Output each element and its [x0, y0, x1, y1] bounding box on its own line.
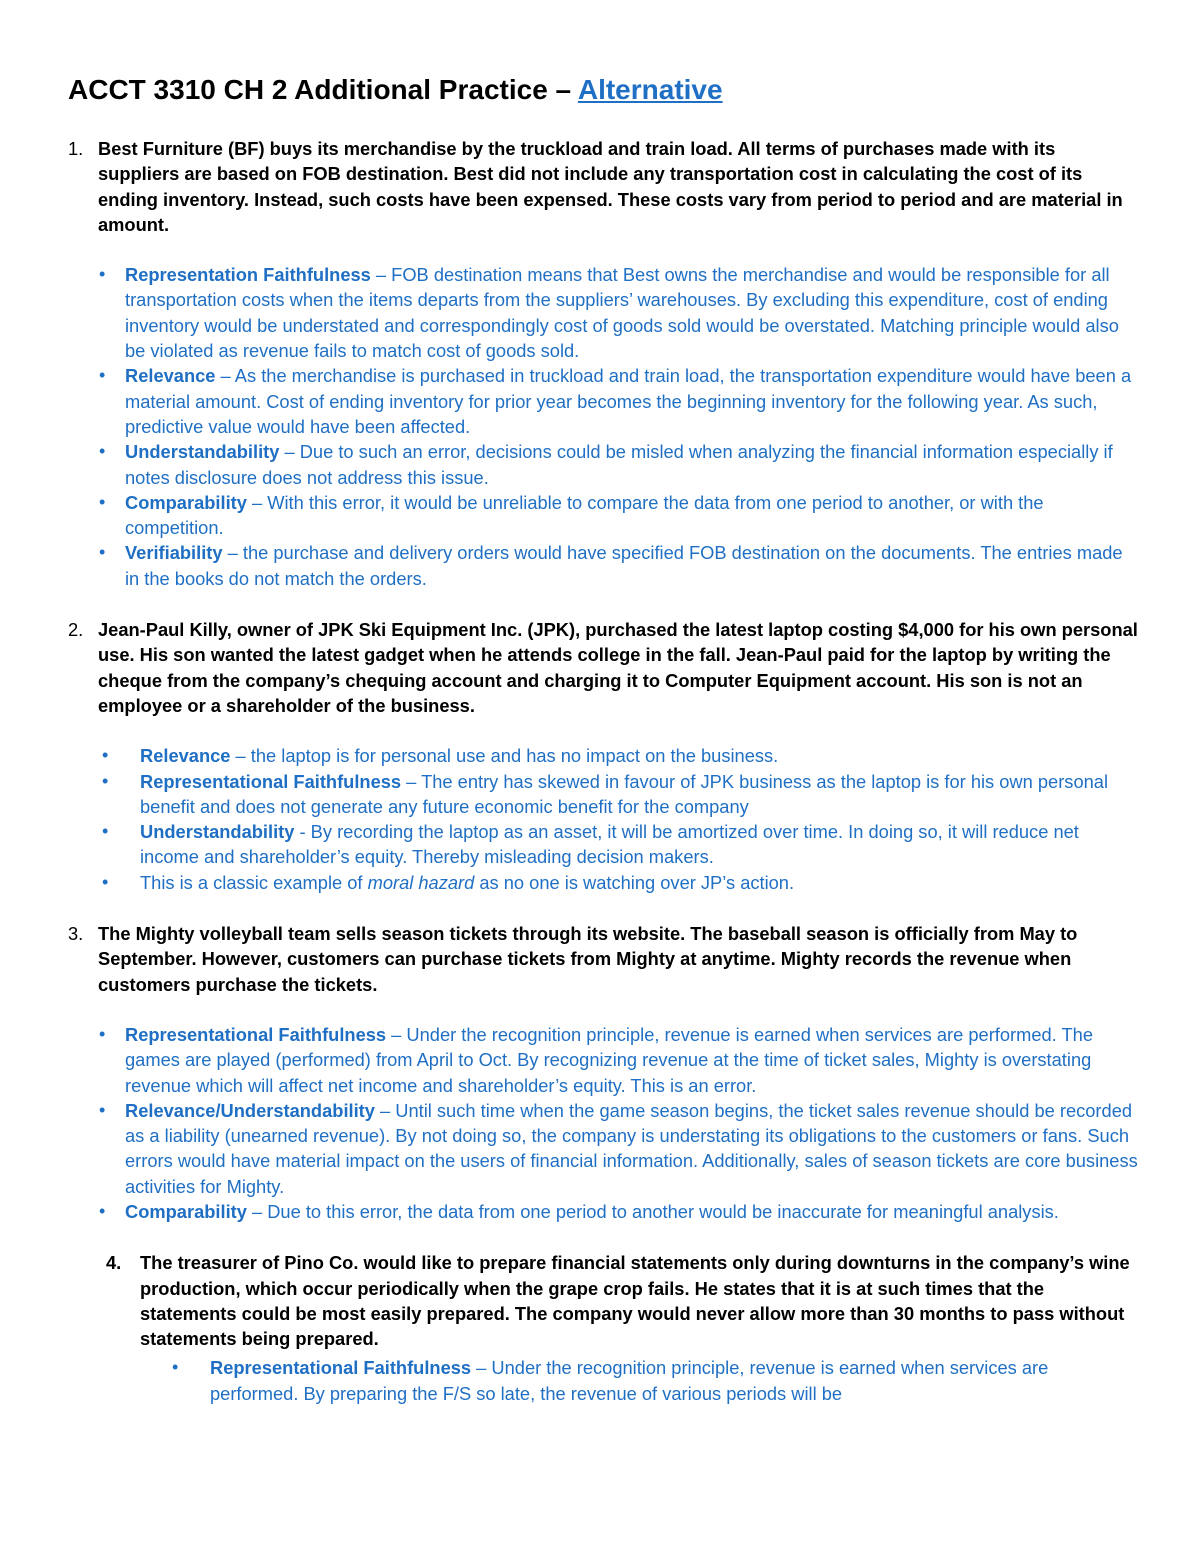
answer-separator: –	[246, 1200, 268, 1222]
answer-text: With this error, it would be unreliable to compare the data from one period to another, or with the competition.	[125, 491, 1044, 539]
moral-hazard-term: moral hazard	[367, 871, 475, 893]
answer-separator: –	[222, 542, 243, 564]
answer-text: the laptop is for personal use and has no impact on the business.	[250, 745, 779, 767]
question-text: Best Furniture (BF) buys its merchandise by the truckload and train load. All terms of purchases made with its suppliers are based on FOB destination. Best did not include any transportation cost in calculating the cost of its ending inventory. Instead, such costs have been expensed. These costs vary from period to period and are material in amount.	[98, 138, 1123, 235]
answer-term: Understandability	[140, 821, 295, 843]
answer-text: As the merchandise is purchased in truckload and train load, the transportation expenditure would have been a material amount. Cost of ending inventory for prior year becomes the beginning inventory for the following year. As such, predictive value would have been affected.	[125, 365, 1132, 437]
answer-item	[68, 363, 1138, 439]
question-3	[68, 921, 1138, 997]
answer-item	[68, 262, 1138, 363]
answer-item	[68, 439, 1138, 490]
answer-text: This is a classic example of	[140, 871, 368, 893]
answer-separator: –	[279, 441, 300, 463]
question-1	[68, 136, 1138, 237]
question-2	[68, 617, 1138, 718]
answer-term: Comparability	[125, 1200, 247, 1222]
answer-text: FOB destination means that Best owns the merchandise and would be responsible for all transportation costs when the items departs from the suppliers’ warehouses. By excluding this expenditure, cost of ending inventory would be understated and correspondingly cost of goods sold would be overstated. Matching principle would also be violated as revenue fails to match cost of goods sold.	[125, 264, 1119, 362]
question-number: 1.	[68, 138, 84, 159]
answer-text: Due to such an error, decisions could be misled when analyzing the financial information especially if notes disclosure does not address this issue.	[125, 441, 1113, 488]
question-text: Jean-Paul Killy, owner of JPK Ski Equipment Inc. (JPK), purchased the latest laptop costing $4,000 for his own personal use. His son wanted the latest gadget when he attends college in the fall. Jean-Paul paid for the laptop by writing the cheque from the company’s chequing account and charging it to Computer Equipment account. His son is not an employee or a shareholder of the business.	[98, 619, 1138, 716]
answer-separator: –	[230, 745, 251, 767]
question-number: 2.	[68, 619, 84, 641]
document-page	[68, 70, 1138, 1432]
answer-list-3	[68, 1022, 1138, 1224]
answer-list-4	[68, 1355, 1138, 1406]
answer-text: The entry has skewed in favour of JPK business as the laptop is for his own personal benefit and does not generate any future economic benefit for the company	[140, 770, 1109, 817]
answer-item	[68, 743, 1138, 768]
answer-item	[68, 1022, 1138, 1098]
answer-separator: -	[294, 821, 311, 843]
answer-item	[68, 769, 1138, 820]
answer-term: Understandability	[125, 441, 280, 463]
answer-text: Under the recognition principle, revenue is earned when services are performed. By preparing the F/S so late, the revenue of various periods will be	[210, 1357, 1049, 1404]
page-title	[68, 70, 1138, 110]
answer-term: Comparability	[125, 491, 247, 513]
answer-item	[68, 1098, 1138, 1199]
answer-term: Relevance	[140, 745, 231, 767]
answer-item	[68, 490, 1138, 541]
question-text: The treasurer of Pino Co. would like to prepare financial statements only during downturns in the company’s wine production, which occur periodically when the grape crop fails. He states that it is at such times that the statements could be most easily prepared. The company would never allow more than 30 months to pass without statements being prepared.	[140, 1252, 1130, 1350]
answer-separator: –	[401, 770, 422, 792]
title-text: ACCT 3310 CH 2 Additional Practice –	[68, 74, 578, 105]
answer-item	[68, 1199, 1138, 1224]
answer-term: Representational Faithfulness	[140, 770, 402, 792]
answer-term: Representation Faithfulness	[125, 264, 371, 286]
answer-term: Relevance	[125, 365, 216, 387]
answer-text: as no one is watching over JP’s action.	[474, 871, 795, 893]
answer-separator: –	[374, 1099, 396, 1121]
answer-list-2	[68, 743, 1138, 895]
answer-separator: –	[370, 264, 392, 286]
question-number: 3.	[68, 923, 84, 945]
answer-text: Due to this error, the data from one period to another would be inaccurate for meaningful analysis.	[267, 1200, 1059, 1222]
question-number: 4.	[106, 1252, 122, 1274]
question-4	[68, 1250, 1138, 1351]
answer-item	[68, 819, 1138, 870]
answer-term: Representational Faithfulness	[210, 1357, 472, 1379]
answer-text: the purchase and delivery orders would have specified FOB destination on the documents. The entries made in the books do not match the orders.	[125, 542, 1123, 589]
answer-term: Verifiability	[125, 542, 223, 564]
answer-item	[68, 1355, 1138, 1406]
answer-term: Relevance/Understandability	[125, 1099, 375, 1121]
question-text: The Mighty volleyball team sells season tickets through its website. The baseball season is officially from May to September. However, customers can purchase tickets from Mighty at anytime. Mighty records the revenue when customers purchase the tickets.	[98, 923, 1078, 995]
answer-text: Until such time when the game season begins, the ticket sales revenue should be recorded as a liability (unearned revenue). By not doing so, the company is understating its obligations to the customers or fans. Such errors would have material impact on the users of financial information. Additionally, sales of season tickets are core business activities for Mighty.	[125, 1099, 1138, 1197]
answer-item	[68, 870, 1138, 895]
answer-list-1	[68, 262, 1138, 591]
answer-item	[68, 540, 1138, 591]
answer-term: Representational Faithfulness	[125, 1023, 387, 1045]
answer-separator: –	[471, 1357, 492, 1379]
alternative-link[interactable]: Alternative	[577, 74, 723, 105]
answer-separator: –	[215, 365, 235, 387]
answer-text: Under the recognition principle, revenue is earned when services are performed. The games are played (performed) from April to Oct. By recognizing revenue at the time of ticket sales, Mighty is overstating revenue which will affect net income and shareholder’s equity. This is an error.	[125, 1023, 1094, 1096]
answer-text: By recording the laptop as an asset, it will be amortized over time. In doing so, it will reduce net income and shareholder’s equity. Thereby misleading decision makers.	[140, 821, 1079, 868]
answer-separator: –	[386, 1023, 407, 1045]
answer-separator: –	[246, 491, 268, 513]
